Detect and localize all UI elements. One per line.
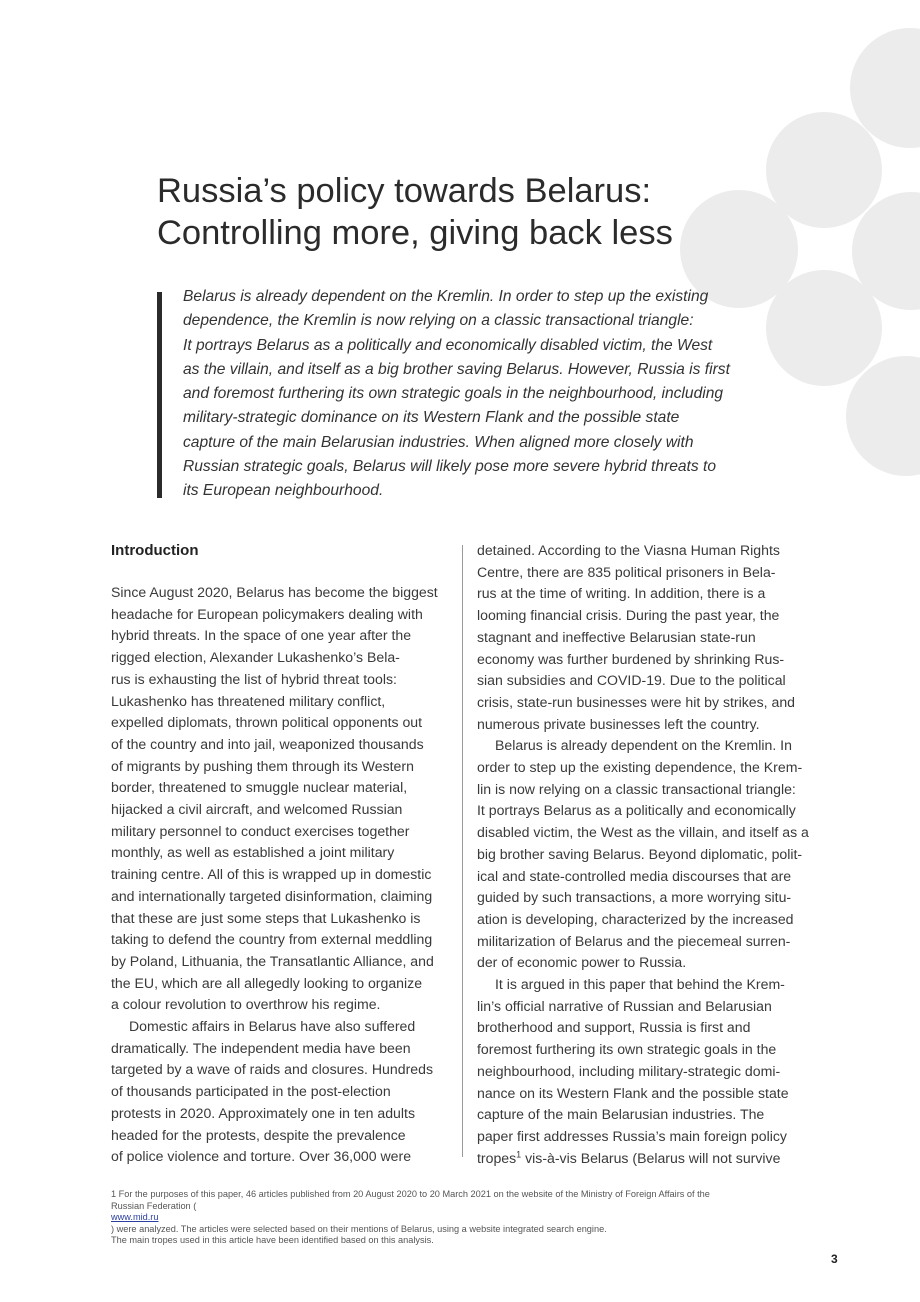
paragraph: Belarus is already dependent on the Kremlin. In order to step up the existing dependence, the Krem- lin is now relying on a classic transactional triangle: It portrays Belarus as a politically and economically disabled victim, the West as the villain, and itself as a big brother saving Belarus. Beyond diplomatic, polit- ical and state-controlled media discourses that are guided by such transactions, a more worrying situ- ation is developing, characterized by the increased militarization of Belarus and the piecemeal surren- der of economic power to Russia. (477, 737, 809, 971)
section-heading: Introduction (111, 542, 199, 559)
page-title: Russia’s policy towards Belarus: Controlling more, giving back less (157, 172, 673, 252)
paragraph: Since August 2020, Belarus has become the biggest headache for European policymakers dealing with hybrid threats. In the space of one year after the rigged election, Alexander Lukashenko’s Bela- rus is exhausting the list of hybrid threat tools: Lukashenko has threatened military conflict, expelled diplomats, thrown political opponents out of the country and into jail, weaponized thousands of migrants by pushing them through its Western border, threatened to smuggle nuclear material, hijacked a civil aircraft, and welcomed Russian military personnel to conduct exercises together monthly, as well as established a joint military training centre. All of this is wrapped up in domestic and internationally targeted disinformation, claiming that these are just some steps that Lukashenko is taking to defend the country from external meddling by Poland, Lithuania, the Transatlantic Alliance, and the EU, which are all allegedly looking to organize a colour revolution to overthrow his regime. (111, 584, 438, 1013)
column-divider (462, 545, 463, 1157)
paragraph: detained. According to the Viasna Human Rights Centre, there are 835 political prisoners in Bela- rus at the time of writing. In addition, there is a looming financial crisis. During the past year, the stagnant and ineffective Belarusian state-run economy was further burdened by shrinking Rus- sian subsidies and COVID-19. Due to the political crisis, state-run businesses were hit by strikes, and numerous private businesses left the country. (477, 542, 796, 732)
page-number: 3 (831, 1252, 838, 1266)
footnote-link[interactable]: www.mid.ru (111, 1212, 159, 1222)
decorative-circle (766, 270, 882, 386)
paragraph: Domestic affairs in Belarus have also suffered dramatically. The independent media have been targeted by a wave of raids and closures. Hundreds of thousands participated in the post-election protests in 2020. Approximately one in ten adults headed for the protests, despite the prevalence of police violence and torture. Over 36,000 were (111, 1018, 433, 1165)
footnote-ref[interactable]: 1 (516, 1149, 522, 1159)
abstract: Belarus is already dependent on the Kremlin. In order to step up the existing dependence, the Kremlin is now relying on a classic transactional triangle: It portrays Belarus as a politically and economically disabled victim, the West as the villain, and itself as a big brother saving Belarus. However, Russia is first and foremost furthering its own strategic goals in the neighbourhood, including military-strategic dominance on its Western Flank and the possible state capture of the main Belarusian industries. When aligned more closely with Russian strategic goals, Belarus will likely pose more severe hybrid threats to its European neighbourhood. (183, 288, 730, 500)
column-right (477, 540, 817, 1169)
footnote: 1 For the purposes of this paper, 46 articles published from 20 August 2020 to 20 March 2021 on the website of the Ministry of Foreign Affairs of the Russian Federation ( www.mid.ru ) were analyzed. The articles were selected based on their mentions of Belarus, using a website integrated search engine. The main tropes used in this article have been identified based on this analysis. (111, 1189, 710, 1245)
abstract-bar (157, 292, 162, 498)
column-left (111, 540, 451, 1168)
paragraph: It is argued in this paper that behind the Krem- lin’s official narrative of Russian and Belarusian brotherhood and support, Russia is first and foremost furthering its own strategic goals in the neighbourhood, including military-strategic domi- nance on its Western Flank and the possible state capture of the main Belarusian industries. The paper first addresses Russia’s main foreign policy tropes$^1$ vis-à-vis Belarus (Belarus will not survive (477, 976, 789, 1166)
